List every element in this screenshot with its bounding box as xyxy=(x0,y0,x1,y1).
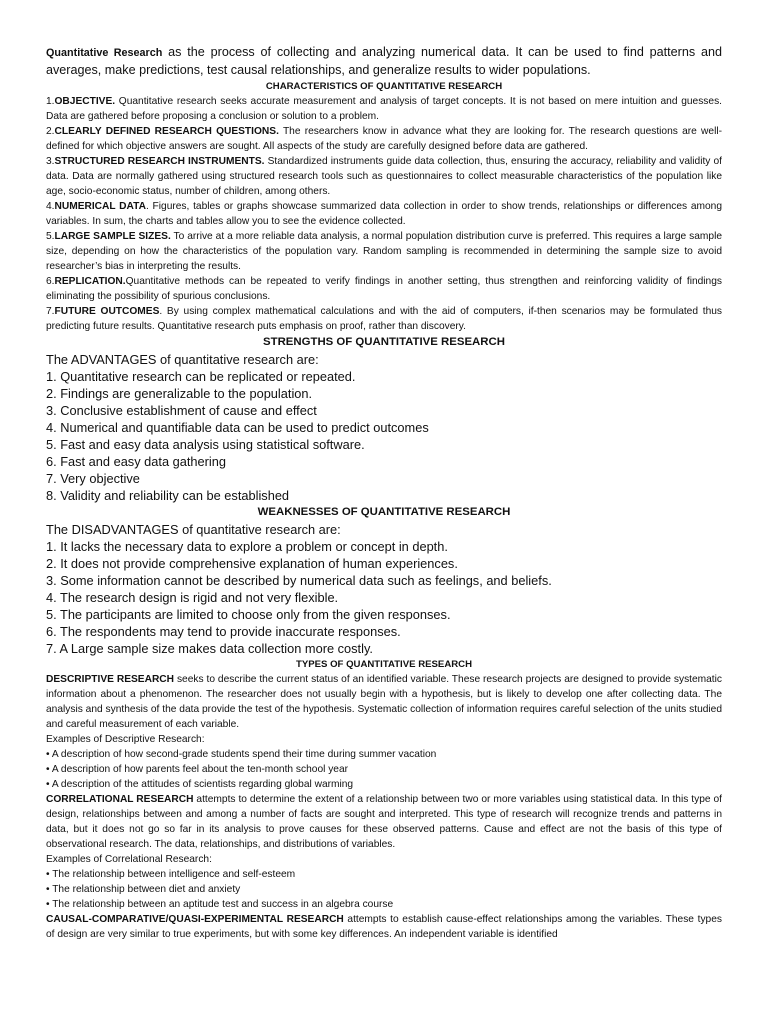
bullet-item: • A description of how parents feel about the ten-month school year xyxy=(46,764,349,775)
list-item: 6. Fast and easy data gathering xyxy=(46,454,226,469)
bullet-item: • The relationship between diet and anxiety xyxy=(46,884,241,895)
strengths-heading: STRENGTHS OF QUANTITATIVE RESEARCH xyxy=(263,336,505,348)
intro-term: Quantitative Research xyxy=(46,47,163,59)
document-page xyxy=(46,44,722,942)
list-item: 3. Some information cannot be described by numerical data such as feelings, and beliefs. xyxy=(46,573,552,588)
intro-text: as the process of collecting and analyzing numerical data. It can be used to find patterns and averages, make predictions, test causal relationships, and generalize results to wider populations. xyxy=(46,45,722,77)
bullet-item: • The relationship between an aptitude test and success in an algebra course xyxy=(46,899,394,910)
descriptive-paragraph: DESCRIPTIVE RESEARCH seeks to describe the current status of an identified variable. These research projects are designed to provide systematic information about a phenomenon. The researcher does not usually begin with a hypothesis, but is likely to develop one after collecting data. The analysis and synthesis of the data provide the test of the hypothesis. Systematic collection of information requires careful selection of the units studied and careful measurement of each variable. xyxy=(46,674,722,730)
characteristic-item: 6.REPLICATION.Quantitative methods can be repeated to verify findings in another setting, thus strengthen and reinforcing validity of findings eliminating the possibility of spurious conclusions. xyxy=(46,276,722,302)
characteristics-list xyxy=(46,94,722,334)
characteristic-item: 3.STRUCTURED RESEARCH INSTRUMENTS. Standardized instruments guide data collection, thus, ensuring the accuracy, reliability and validity of data. Data are normally gathered using structured research tools such as questionnaires to collect measurable characteristics of the population like age, socio-economic status, number of children, among others. xyxy=(46,156,722,197)
list-item: 8. Validity and reliability can be established xyxy=(46,488,290,503)
characteristics-heading: CHARACTERISTICS OF QUANTITATIVE RESEARCH xyxy=(265,81,503,92)
descriptive-examples-label: Examples of Descriptive Research: xyxy=(46,734,205,745)
list-item: 5. Fast and easy data analysis using statistical software. xyxy=(46,437,365,452)
correlational-examples-label: Examples of Correlational Research: xyxy=(46,854,212,865)
bullet-item: • A description of how second-grade students spend their time during summer vacation xyxy=(46,749,437,760)
types-heading: TYPES OF QUANTITATIVE RESEARCH xyxy=(295,659,473,670)
list-item: 7. A Large sample size makes data collection more costly. xyxy=(46,641,373,656)
characteristic-item: 4.NUMERICAL DATA. Figures, tables or graphs showcase summarized data collection in order to show trends, relationships or differences among variables. In sum, the charts and tables allow you to see the evidence collected. xyxy=(46,201,722,227)
characteristic-item: 1.OBJECTIVE. Quantitative research seeks accurate measurement and analysis of target concepts. It is not based on mere intuition and guesses. Data are gathered before proposing a conclusion or solution to a problem. xyxy=(46,96,722,122)
list-item: 2. It does not provide comprehensive explanation of human experiences. xyxy=(46,556,458,571)
strengths-lead: The ADVANTAGES of quantitative research are: xyxy=(46,352,319,367)
correlational-paragraph: CORRELATIONAL RESEARCH attempts to determine the extent of a relationship between two or more variables using statistical data. In this type of design, relationships between and among a number of facts are sought and interpreted. This type of research will recognize trends and patterns in data, but it does not go so far in its analysis to prove causes for these observed patterns. Cause and effect are not the basis of this type of observational research. The data, relationships, and distributions of variables. xyxy=(46,794,722,850)
list-item: 7. Very objective xyxy=(46,471,140,486)
bullet-item: • The relationship between intelligence and self-esteem xyxy=(46,869,296,880)
list-item: 4. The research design is rigid and not very flexible. xyxy=(46,590,339,605)
bullet-item: • A description of the attitudes of scientists regarding global warming xyxy=(46,779,354,790)
characteristic-item: 7.FUTURE OUTCOMES. By using complex mathematical calculations and with the aid of computers, if-then scenarios may be formulated thus predicting future results. Quantitative research puts emphasis on proof, rather than discovery. xyxy=(46,306,722,332)
list-item: 4. Numerical and quantifiable data can be used to predict outcomes xyxy=(46,420,429,435)
list-item: 6. The respondents may tend to provide inaccurate responses. xyxy=(46,624,401,639)
characteristic-item: 2.CLEARLY DEFINED RESEARCH QUESTIONS. The researchers know in advance what they are looking for. The research questions are well-defined for which objective answers are sought. All aspects of the study are carefully designed before data are gathered. xyxy=(46,126,722,152)
list-item: 5. The participants are limited to choose only from the given responses. xyxy=(46,607,451,622)
characteristic-item: 5.LARGE SAMPLE SIZES. To arrive at a more reliable data analysis, a normal population distribution curve is preferred. This requires a large sample size, depending on how the characteristics of the population vary. Random sampling is recommended in determining the sample size to avoid researcher’s bias in interpreting the results. xyxy=(46,231,723,272)
list-item: 1. It lacks the necessary data to explore a problem or concept in depth. xyxy=(46,539,448,554)
weaknesses-list xyxy=(46,538,722,657)
strengths-list xyxy=(46,368,722,504)
weaknesses-heading: WEAKNESSES OF QUANTITATIVE RESEARCH xyxy=(257,506,511,518)
list-item: 1. Quantitative research can be replicated or repeated. xyxy=(46,369,356,384)
weaknesses-lead: The DISADVANTAGES of quantitative research are: xyxy=(46,522,341,537)
causal-paragraph: CAUSAL-COMPARATIVE/QUASI-EXPERIMENTAL RESEARCH attempts to establish cause-effect relationships among the variables. These types of design are very similar to true experiments, but with some key differences. An independent variable is identified xyxy=(46,914,722,940)
list-item: 2. Findings are generalizable to the population. xyxy=(46,386,313,401)
intro-paragraph xyxy=(46,44,722,79)
list-item: 3. Conclusive establishment of cause and effect xyxy=(46,403,317,418)
